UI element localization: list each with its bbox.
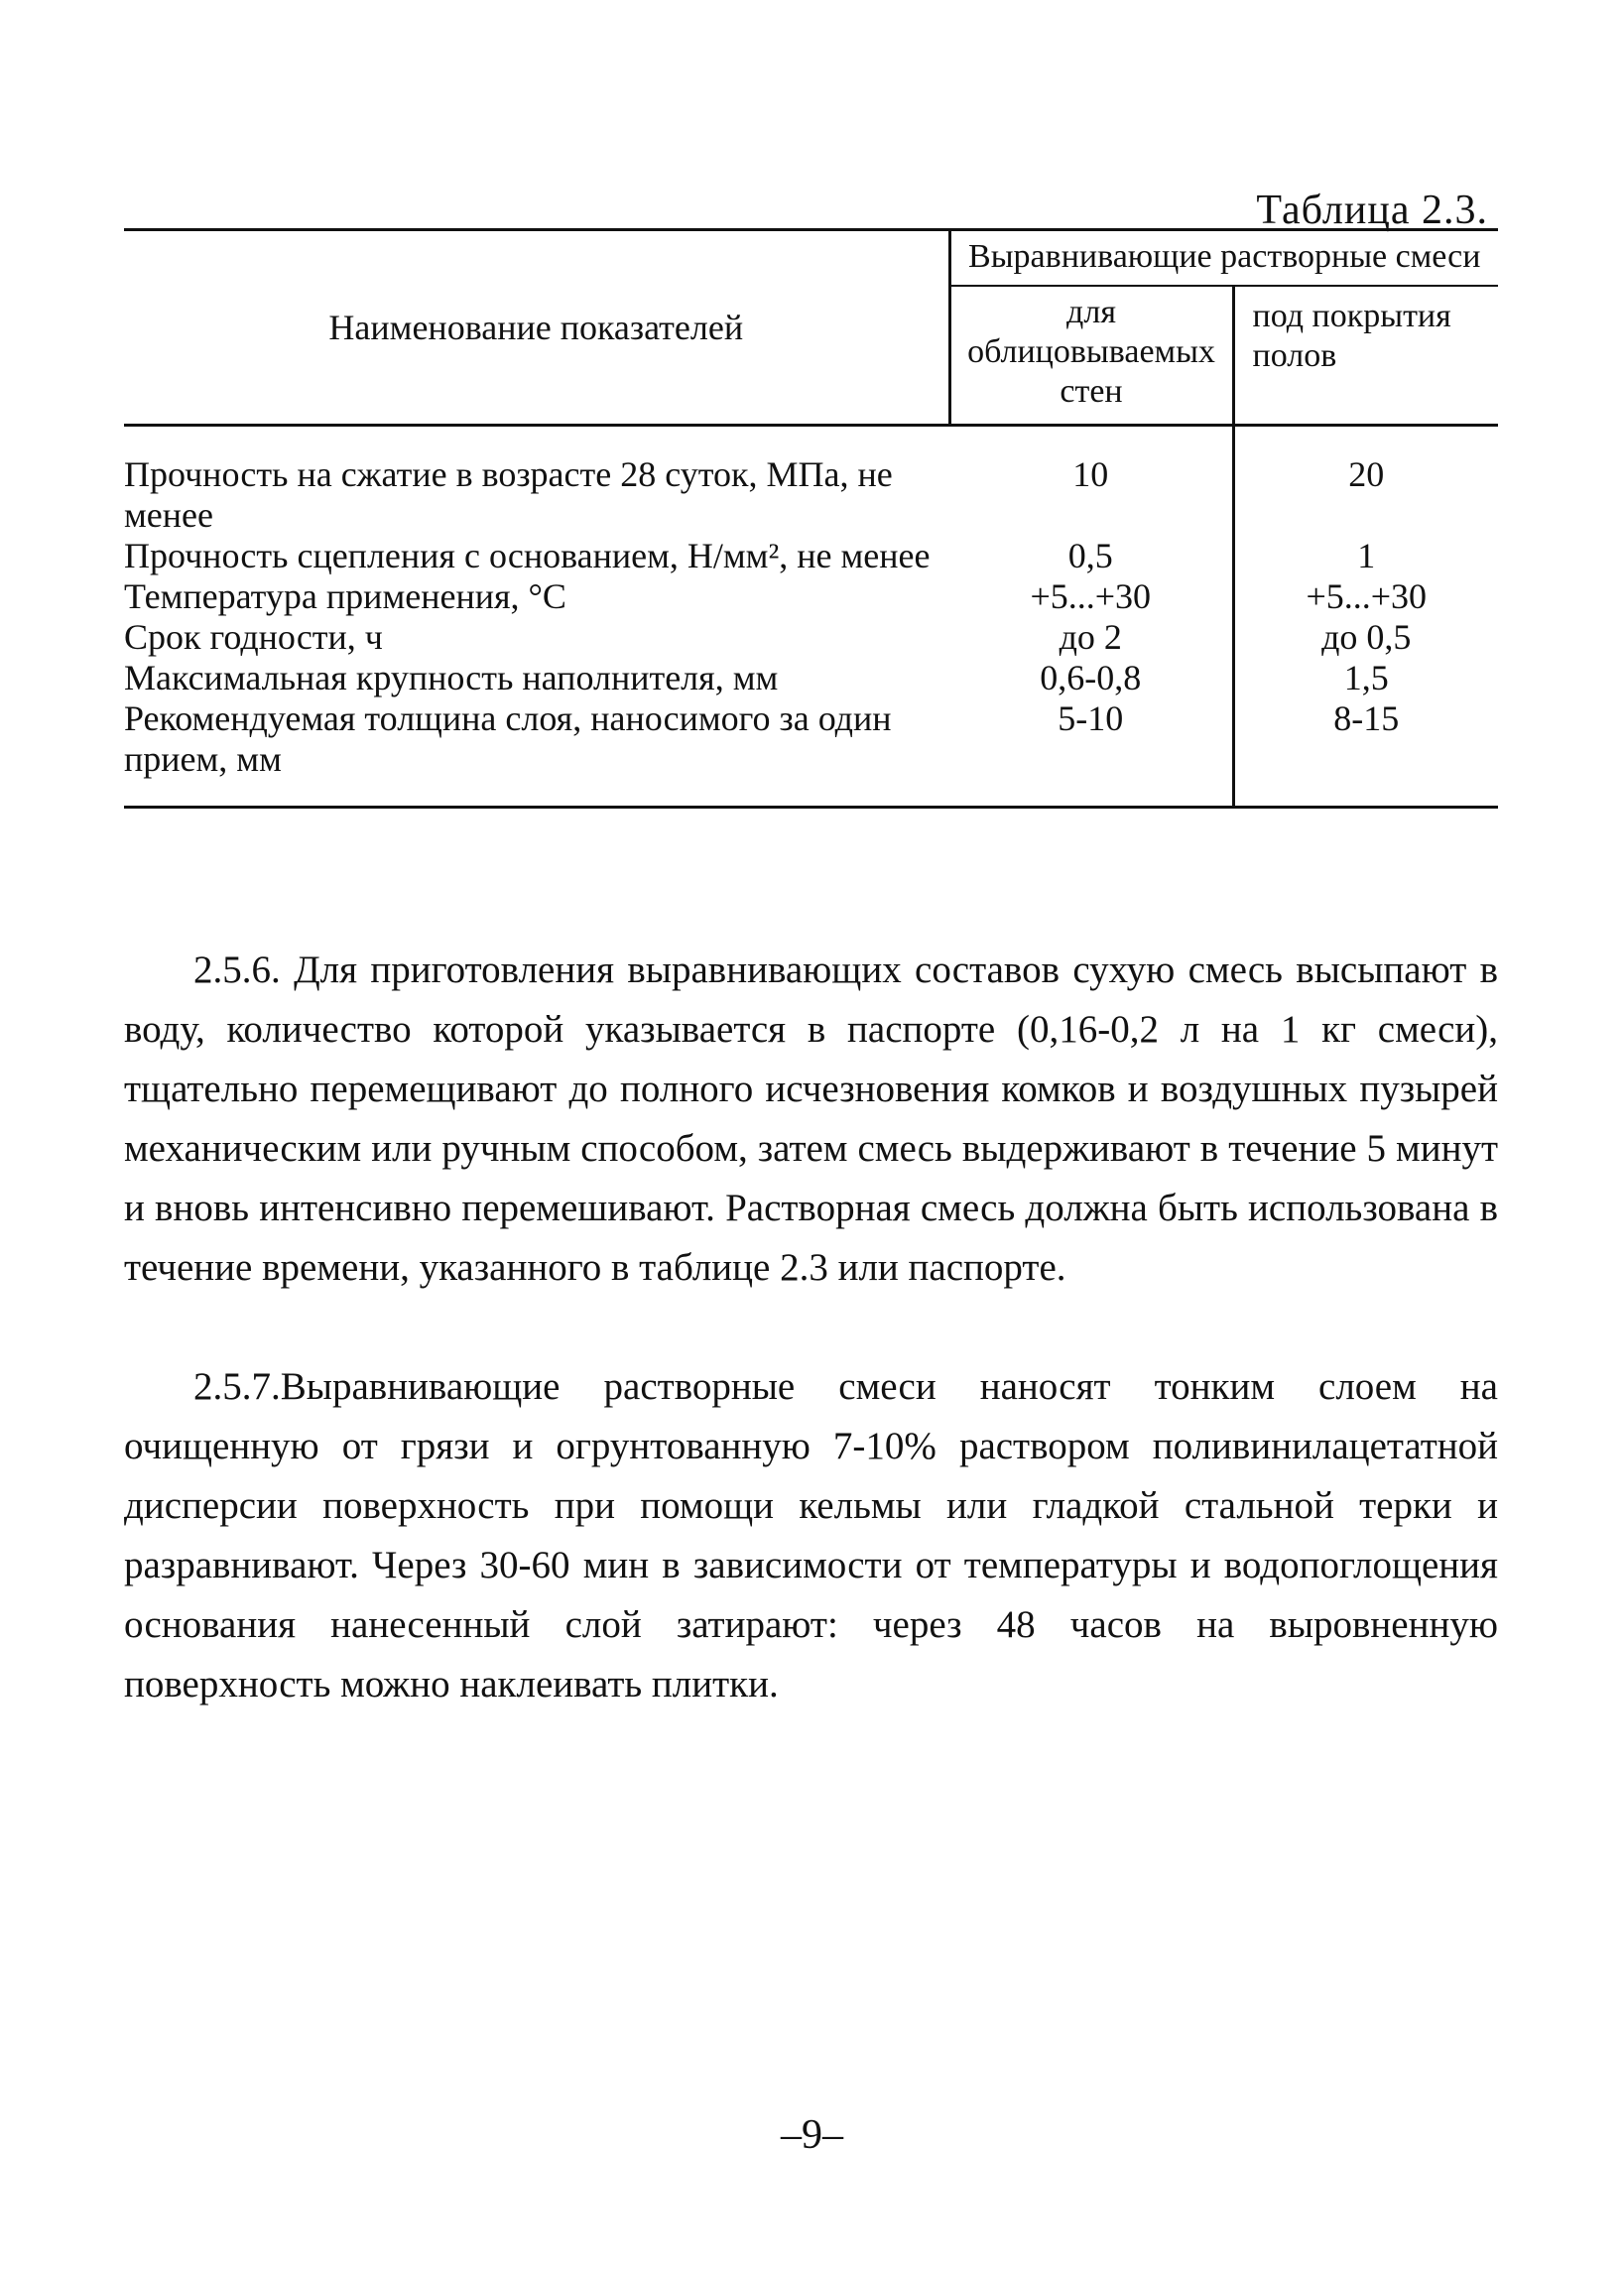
table-row	[124, 536, 1498, 576]
table-row	[124, 426, 1498, 537]
row-floors-value: +5...+30	[1306, 576, 1428, 616]
row-floors-value: 8-15	[1233, 698, 1498, 808]
row-name: Срок годности, ч	[124, 617, 383, 657]
table-row	[124, 576, 1498, 617]
table-caption: Таблица 2.3.	[1256, 188, 1488, 233]
table-row	[124, 617, 1498, 658]
header-indicator-name: Наименование показателей	[124, 230, 949, 426]
table-row	[124, 658, 1498, 698]
row-name: Прочность сцепления с основанием, Н/мм², не менее	[124, 536, 931, 575]
row-name: Рекомендуемая толщина слоя, наносимого за один прием, мм	[124, 698, 949, 808]
row-floors-value: 1	[1357, 536, 1376, 575]
header-walls: для облицовываемых стен	[949, 286, 1233, 426]
row-walls-value: 0,5	[949, 536, 1233, 576]
row-walls-value: 0,6-0,8	[949, 658, 1233, 698]
header-floors: под покрытия полов	[1233, 286, 1498, 426]
row-floors-value: 20	[1348, 454, 1385, 494]
paragraph-2-5-6: 2.5.6. Для приготовления выравнивающих составов сухую смесь высыпают в воду, количество которой указывается в паспорте (0,16-0,2 л на 1 кг смеси), тщательно перемещивают до полного исчезновения комков и воздушных пузырей механическим или ручным способом, затем смесь выдерживают в течение 5 минут и вновь интенсивно перемешивают. Растворная смесь должна быть использована в течение времени, указанного в таблице 2.3 или паспорте.	[124, 948, 1498, 1289]
row-name: Максимальная крупность наполнителя, мм	[124, 658, 779, 697]
row-floors-value: до 0,5	[1321, 617, 1412, 657]
row-walls-value: до 2	[949, 617, 1233, 658]
page-number: –9–	[781, 2112, 843, 2158]
row-floors-value: 1,5	[1343, 658, 1389, 697]
header-mixtures-group: Выравнивающие растворные смеси	[949, 230, 1498, 287]
paragraph-2-5-7: 2.5.7.Выравнивающие растворные смеси наносят тонким слоем на очищенную от грязи и огрунтованную 7-10% раствором поливинилацетатной дисперсии поверхность при помощи кельмы или гладкой стальной терки и разравнивают. Через 30-60 мин в зависимости от температуры и водопоглощения основания нанесенный слой затирают: через 48 часов на выровненную поверхность можно наклеивать плитки.	[124, 1365, 1498, 1706]
table-row	[124, 698, 1498, 808]
row-name: Температура применения, °С	[124, 576, 566, 616]
properties-table-wrapper	[124, 228, 1498, 809]
row-name: Прочность на сжатие в возрасте 28 суток, МПа, не менее	[124, 454, 893, 535]
row-walls-value: 5-10	[949, 698, 1233, 808]
row-walls-value: 10	[949, 426, 1233, 537]
row-walls-value: +5...+30	[949, 576, 1233, 617]
properties-table	[124, 228, 1498, 809]
